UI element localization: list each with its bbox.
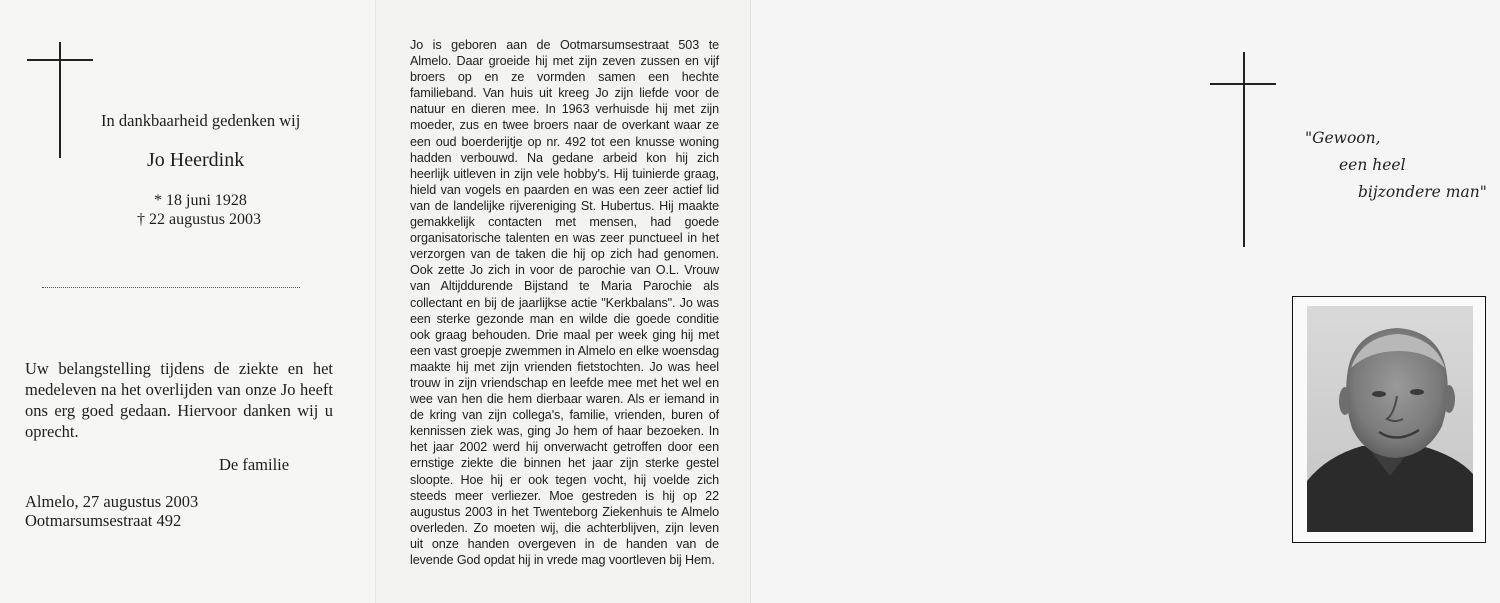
memorial-heading: In dankbaarheid gedenken wij: [101, 111, 301, 130]
deceased-name: Jo Heerdink: [147, 149, 245, 171]
biography-text: Jo is geboren aan de Ootmarsumsestraat 503 te Almelo. Daar groeide hij met zijn zeven zussen en vijf broers op en ze vormden samen een hechte familieband. Van huis uit kreeg Jo zijn liefde voor de natuur en dieren mee. In 1963 verhuisde hij met zijn moeder, zus en twee broers naar de overkant waar ze een oud boerderijtje op nr. 492 tot een knusse woning hadden verbouwd. Na gedane arbeid kon hij zich heerlijk uitleven in zijn vele hobby's. Hij tuinierde graag, hield van vogels en paarden en was een zeer actief lid van de landelijke rijvereniging St. Hubertus. Hij maakte gemakkelijk contacten met mensen, had goede organisatorische talenten en was zeer punctueel in het verzorgen van de taken die hij op zich had genomen. Ook zette Jo zich in voor de parochie van O.L. Vrouw van Altijddurende Bijstand te Maria Parochie als collectant en bij de jaarlijkse actie "Kerkbalans". Jo was een sterke gezonde man en wilde die goede conditie ook graag behouden. Drie maal per week ging hij met een vast groepje zwemmen in Almelo en elke woensdag maakte hij met zijn vrienden fietstochten. Jo was heel trouw in zijn vriendschap en leefde mee met het wel en wee van hen die hem dierbaar waren. Als er iemand in de kring van zijn collega's, familie, vrienden, buren of kennissen ziek was, ging Jo hem of haar bezoeken. In het jaar 2002 werd hij onverwacht getroffen door een ernstige ziekte die binnen het jaar zijn sterke gestel sloopte. Hoe hij er ook tegen vocht, hij voelde zich steeds meer verliezer. Moe gestreden is hij op 22 augustus 2003 in het Twenteborg Ziekenhuis te Almelo overleden. Zo moeten wij, die achterblijven, zijn leven uit onze handen overgeven in de handen van de levende God opdat hij in vrede mag voortleven bij Hem.: [410, 38, 719, 567]
quote-line-3: bijzondere man": [1358, 183, 1487, 201]
death-date: † 22 augustus 2003: [137, 211, 261, 228]
address: Ootmarsumsestraat 492: [25, 511, 182, 530]
thanks-text: Uw belangstelling tijdens de ziekte en het medeleven na het overlijden van onze Jo heeft ons erg goed gedaan. Hiervoor danken wij u oprecht.: [25, 359, 333, 441]
family-signature: De familie: [219, 455, 290, 474]
left-panel: [0, 0, 375, 603]
quote-line-2: een heel: [1339, 156, 1406, 174]
portrait-photo: [1307, 306, 1473, 532]
quote-line-1: "Gewoon,: [1305, 129, 1381, 147]
portrait-frame: [1292, 296, 1486, 543]
dotted-divider: [42, 287, 300, 288]
birth-date: * 18 juni 1928: [154, 192, 247, 209]
place-date: Almelo, 27 augustus 2003: [25, 492, 199, 511]
